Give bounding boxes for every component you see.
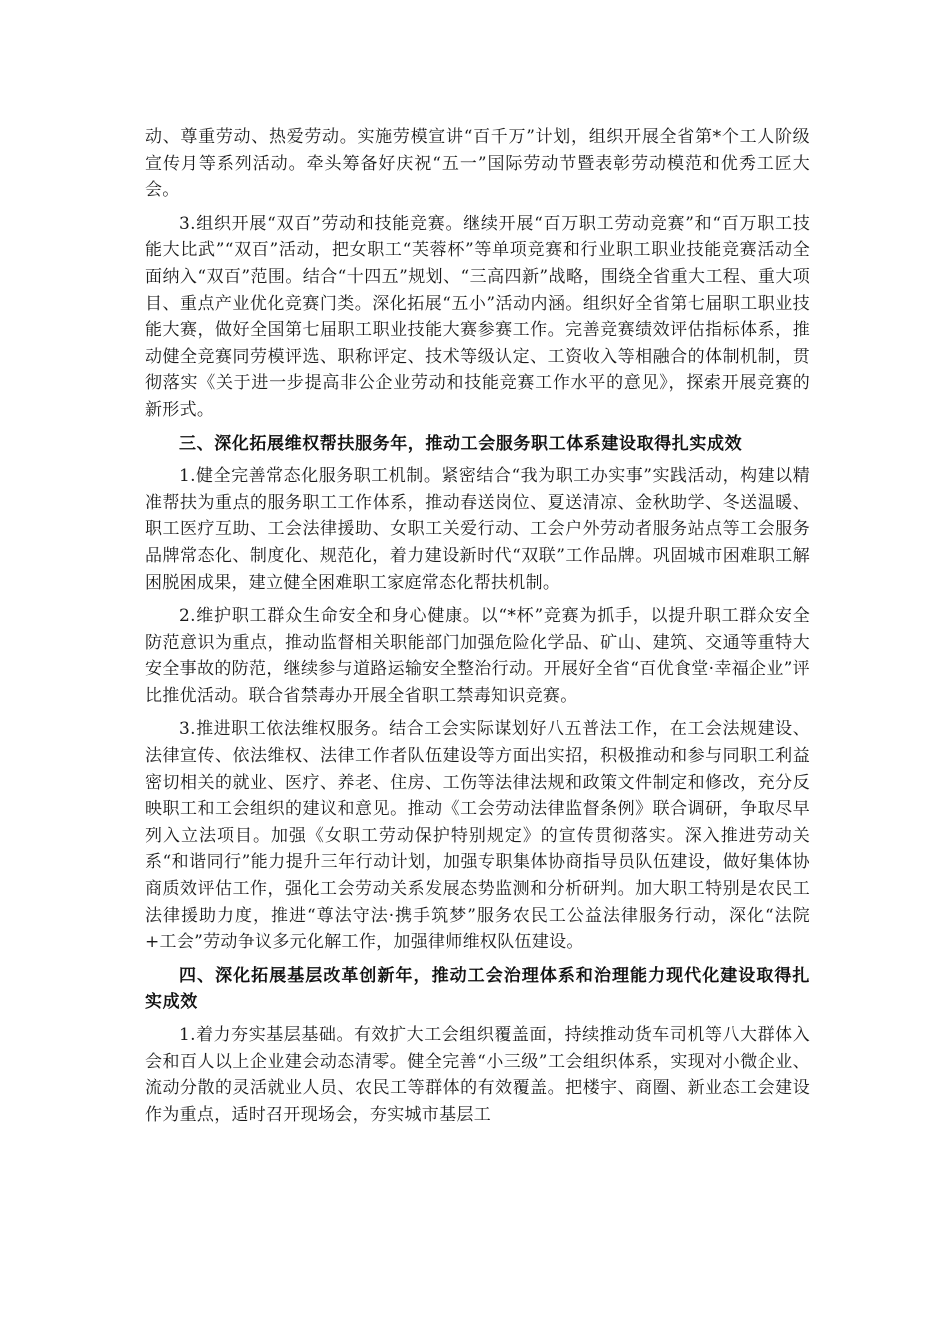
paragraph-competition: 3.组织开展“双百”劳动和技能竞赛。继续开展“百万职工劳动竞赛”和“百万职工技能大比武”“双百”活动，把女职工“芙蓉杯”等单项竞赛和行业职工职业技能竞赛活动全面纳入“双百”范围。结合“十四五”规划、“三高四新”战略，围绕全省重大工程、重大项目、重点产业优化竞赛门类。深化拓展“五小”活动内涵。组织好全省第七届职工职业技能大赛，做好全国第七届职工职业技能大赛参赛工作。完善竞赛绩效评估指标体系，推动健全竞赛同劳模评选、职称评定、技术等级认定、工资收入等相融合的体制机制，贯彻落实《关于进一步提高非公企业劳动和技能竞赛工作水平的意见》，探索开展竞赛的新形式。 [145, 213, 810, 420]
paragraph-grassroots: 1.着力夯实基层基础。有效扩大工会组织覆盖面，持续推动货车司机等八大群体入会和百人以上企业建会动态清零。健全完善“小三级”工会组织体系，实现对小微企业、流动分散的灵活就业人员、农民工等群体的有效覆盖。把楼宇、商圈、新业态工会建设作为重点，适时召开现场会，夯实城市基层工 [145, 1025, 810, 1125]
paragraph-safety-health: 2.维护职工群众生命安全和身心健康。以“*杯”竞赛为抓手，以提升职工群众安全防范意识为重点，推动监督相关职能部门加强危险化学品、矿山、建筑、交通等重特大安全事故的防范，继续参与道路运输安全整治行动。开展好全省“百优食堂·幸福企业”评比推优活动。联合省禁毒办开展全省职工禁毒知识竞赛。 [145, 606, 810, 706]
paragraph-service-mechanism: 1.健全完善常态化服务职工机制。紧密结合“我为职工办实事”实践活动，构建以精准帮扶为重点的服务职工工作体系，推动春送岗位、夏送清凉、金秋助学、冬送温暖、职工医疗互助、工会法律援助、女职工关爱行动、工会户外劳动者服务站点等工会服务品牌常态化、制度化、规范化，着力建设新时代“双联”工作品牌。巩固城市困难职工解困脱困成果，建立健全困难职工家庭常态化帮扶机制。 [145, 466, 810, 593]
document-page [145, 124, 810, 1135]
paragraph-continuation: 动、尊重劳动、热爱劳动。实施劳模宣讲“百千万”计划，组织开展全省第*个工人阶级宣传月等系列活动。牵头筹备好庆祝“五一”国际劳动节暨表彰劳动模范和优秀工匠大会。 [145, 127, 810, 201]
section-heading-three: 三、深化拓展维权帮扶服务年，推动工会服务职工体系建设取得扎实成效 [179, 433, 743, 454]
paragraph-legal-rights: 3.推进职工依法维权服务。结合工会实际谋划好八五普法工作，在工会法规建设、法律宣传、依法维权、法律工作者队伍建设等方面出实招，积极推动和参与同职工利益密切相关的就业、医疗、养老、住房、工伤等法律法规和政策文件制定和修改，充分反映职工和工会组织的建议和意见。推动《工会劳动法律监督条例》联合调研，争取尽早列入立法项目。加强《女职工劳动保护特别规定》的宣传贯彻落实。深入推进劳动关系“和谐同行”能力提升三年行动计划，加强专职集体协商指导员队伍建设，做好集体协商质效评估工作，强化工会劳动关系发展态势监测和分析研判。加大职工特别是农民工法律援助力度，推进“尊法守法·携手筑梦”服务农民工公益法律服务行动，深化“法院+工会”劳动争议多元化解工作，加强律师维权队伍建设。 [145, 719, 810, 953]
section-heading-four: 四、深化拓展基层改革创新年，推动工会治理体系和治理能力现代化建设取得扎实成效 [145, 965, 810, 1013]
